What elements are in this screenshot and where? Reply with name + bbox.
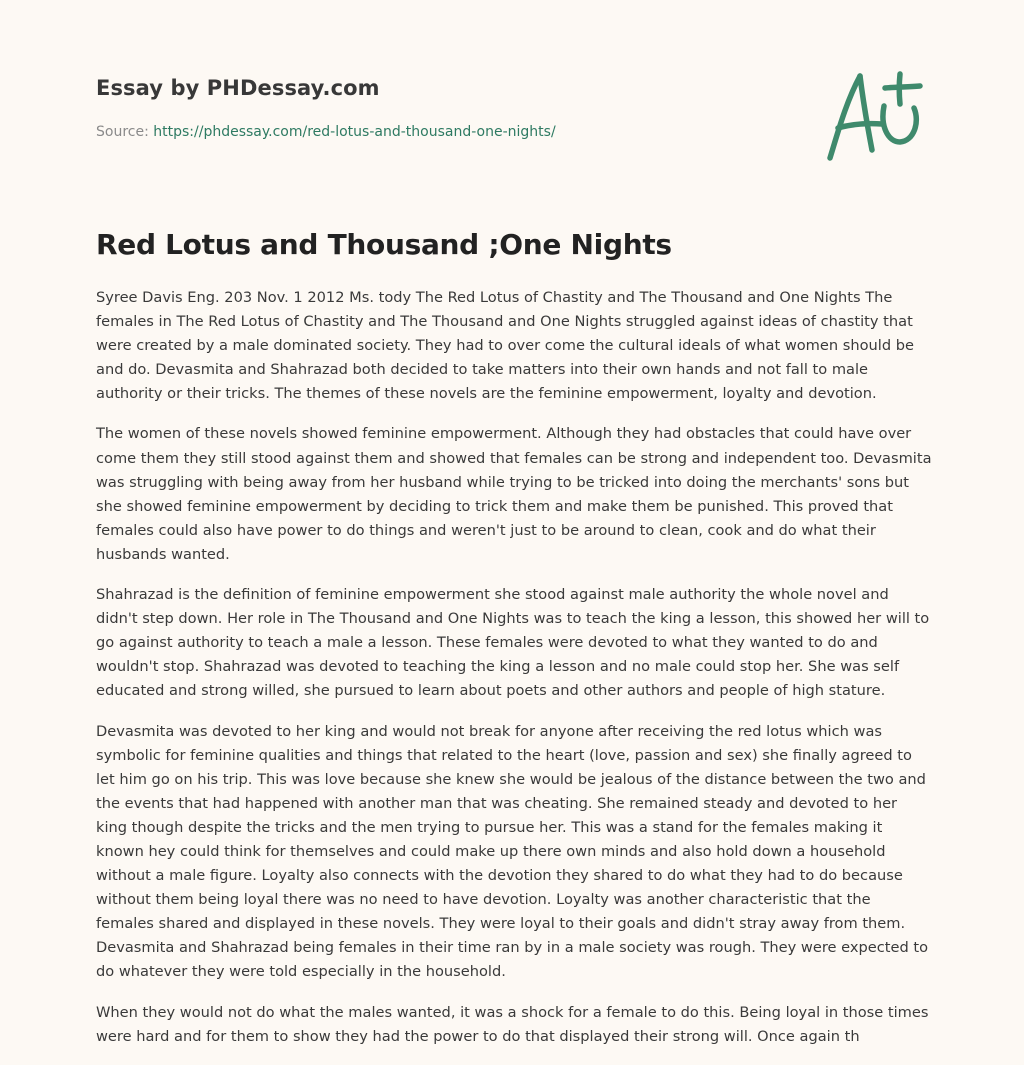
essay-paragraph: Shahrazad is the definition of feminine empowerment she stood against male authority the whole novel and didn't step down. Her role in The Thousand and One Nights was to teach the king a lesson, this showed her will to go against authority to teach a male a lesson. These females were devoted to what they wanted to do and wouldn't stop. Shahrazad was devoted to teaching the king a lesson and no male could stop her. She was self educated and strong willed, she pursued to learn about poets and other authors and people of high stature. (96, 586, 930, 700)
source-link[interactable]: https://phdessay.com/red-lotus-and-thousand-one-nights/ (153, 124, 556, 140)
page-header (96, 0, 932, 180)
essay-body (96, 286, 932, 1065)
source-label: Source: (96, 124, 154, 140)
essay-paragraph: Devasmita was devoted to her king and would not break for anyone after receiving the red lotus which was symbolic for feminine qualities and things that related to the heart (love, passion and sex) she finally agreed to let him go on his trip. This was love because she knew she would be jealous of the distance between the two and the events that had happened with another man that was cheating. She remained steady and devoted to her king though despite the tricks and the men trying to pursue her. This was a stand for the females making it known hey could think for themselves and could make up there own minds and also hold down a household without a male figure. Loyalty also connects with the devotion they shared to do what they had to do because without them being loyal there was no need to have devotion. Loyalty was another characteristic that the females shared and displayed in these novels. They were loyal to their goals and didn't stray away from them. Devasmita and Shahrazad being females in their time ran by in a male society was rough. They were expected to do whatever they were told especially in the household. (96, 722, 929, 981)
essay-paragraph: When they would not do what the males wanted, it was a shock for a female to do this. Being loyal in those times were hard and for them to show they had the power to do that displayed their strong will. Once again th (96, 1003, 929, 1045)
a-plus-logo-icon (822, 66, 926, 164)
essay-title: Red Lotus and Thousand ;One Nights (96, 228, 672, 261)
source-line (96, 124, 556, 140)
essay-paragraph: Syree Davis Eng. 203 Nov. 1 2012 Ms. tody The Red Lotus of Chastity and The Thousand and One Nights The females in The Red Lotus of Chastity and The Thousand and One Nights struggled against ideas of chastity that were created by a male dominated society. They had to over come the cultural ideals of what women should be and do. Devasmita and Shahrazad both decided to take matters into their own hands and not fall to male authority or their tricks. The themes of these novels are the feminine empowerment, loyalty and devotion. (96, 289, 914, 403)
essay-page (96, 0, 932, 1045)
site-brand: Essay by PHDessay.com (96, 76, 380, 100)
essay-paragraph: The women of these novels showed feminine empowerment. Although they had obstacles that could have over come them they still stood against them and showed that females can be strong and independent too. Devasmita was struggling with being away from her husband while trying to be tricked into doing the merchants' sons but she showed feminine empowerment by deciding to trick them and make them be punished. This proved that females could also have power to do things and weren't just to be around to clean, cook and do what their husbands wanted. (96, 425, 932, 563)
